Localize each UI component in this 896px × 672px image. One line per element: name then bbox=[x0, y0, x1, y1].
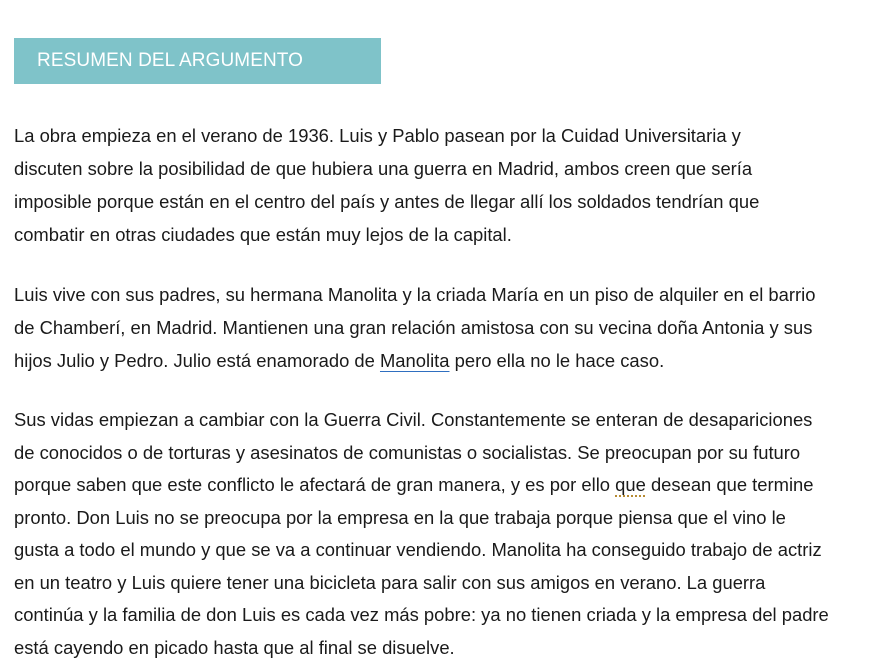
text-segment: pero ella no le hace caso. bbox=[449, 350, 665, 371]
paragraph-line: está cayendo en picado hasta que al final se disuelve. bbox=[14, 636, 455, 658]
section-heading-text: RESUMEN DEL ARGUMENTO bbox=[37, 50, 304, 71]
paragraph-line: La obra empieza en el verano de 1936. Luis y Pablo pasean por la Cuidad Universitaria y bbox=[14, 125, 741, 146]
paragraph-line: discuten sobre la posibilidad de que hubiera una guerra en Madrid, ambos creen que sería bbox=[14, 158, 753, 179]
paragraph-line: pronto. Don Luis no se preocupa por la empresa en la que trabaja porque piensa que el vino le bbox=[14, 506, 786, 528]
paragraph-line bbox=[14, 469, 894, 502]
text-segment: porque saben que este conflicto le afectará de gran manera, y es por ello bbox=[14, 474, 616, 495]
paragraph-line: en un teatro y Luis quiere tener una bicicleta para salir con sus amigos en verano. La guerra bbox=[14, 571, 766, 593]
paragraph-line: gusta a todo el mundo y que se va a continuar vendiendo. Manolita ha conseguido trabajo de actriz bbox=[14, 539, 822, 560]
paragraph-1 bbox=[14, 119, 894, 251]
paragraph-line: combatir en otras ciudades que están muy lejos de la capital. bbox=[14, 224, 512, 245]
text-segment: hijos Julio y Pedro. Julio está enamorado de bbox=[14, 350, 380, 371]
paragraph-line: Sus vidas empiezan a cambiar con la Guerra Civil. Constantemente se enteran de desapariciones bbox=[14, 409, 813, 430]
text-segment: desean que termine bbox=[645, 474, 814, 495]
paragraph-line bbox=[14, 344, 894, 377]
paragraph-line: Luis vive con sus padres, su hermana Manolita y la criada María en un piso de alquiler en el barrio bbox=[14, 284, 816, 305]
paragraph-line: de Chamberí, en Madrid. Mantienen una gran relación amistosa con su vecina doña Antonia y sus bbox=[14, 317, 813, 338]
paragraph-line: de conocidos o de torturas y asesinatos de comunistas o socialistas. Se preocupan por su futuro bbox=[14, 441, 801, 463]
section-heading bbox=[14, 38, 381, 84]
spellcheck-flagged-word[interactable]: Manolita bbox=[379, 350, 450, 371]
paragraph-3 bbox=[14, 404, 894, 664]
paragraph-2 bbox=[14, 278, 894, 377]
paragraph-line: imposible porque están en el centro del país y antes de llegar allí los soldados tendrían que bbox=[14, 191, 760, 212]
paragraph-line: continúa y la familia de don Luis es cada vez más pobre: ya no tienen criada y la empresa del padre bbox=[14, 604, 829, 625]
grammar-flagged-word[interactable]: que bbox=[615, 474, 646, 495]
